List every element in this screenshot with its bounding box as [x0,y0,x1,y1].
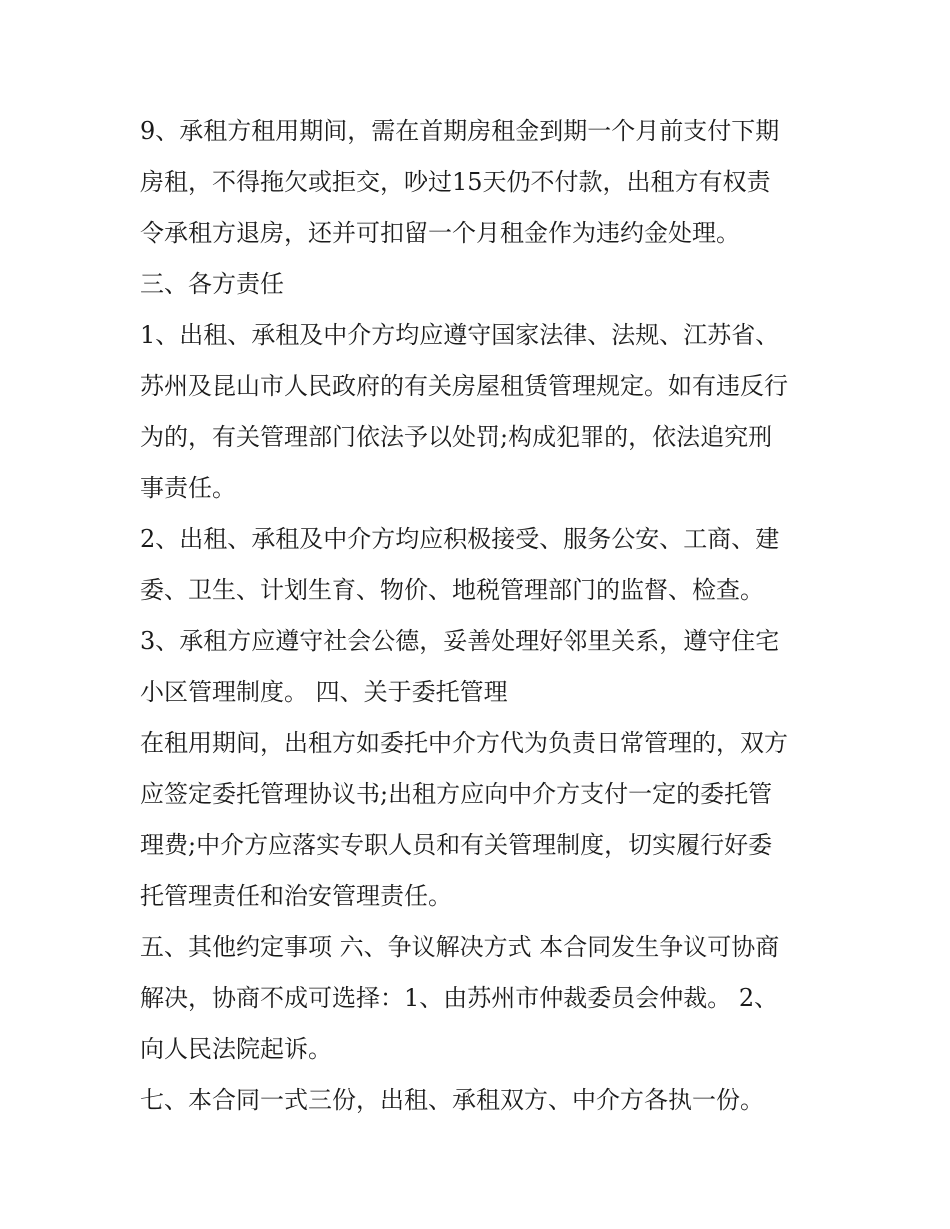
text-line: 房租，不得拖欠或拒交，吵过15天仍不付款，出租方有权责 [140,168,771,196]
text-line: 向人民法院起诉。 [140,1035,332,1063]
document-body [140,106,820,1126]
text-line: 小区管理制度。 四、关于委托管理 [140,678,508,706]
text-line: 为的，有关管理部门依法予以处罚;构成犯罪的，依法追究刑 [140,423,773,451]
text-line: 2、出租、承租及中介方均应积极接受、服务公安、工商、建 [140,525,780,553]
text-line: 1、出租、承租及中介方均应遵守国家法律、法规、江苏省、 [140,321,780,349]
text-line: 苏州及昆山市人民政府的有关房屋租赁管理规定。如有违反行 [140,372,788,400]
text-line: 在租用期间，出租方如委托中介方代为负责日常管理的，双方 [140,729,788,757]
text-line: 令承租方退房，还并可扣留一个月租金作为违约金处理。 [140,219,740,247]
text-line: 五、其他约定事项 六、争议解决方式 本合同发生争议可协商 [140,933,780,961]
text-line: 七、本合同一式三份，出租、承租双方、中介方各执一份。 [140,1086,764,1114]
text-line: 9、承租方租用期间，需在首期房租金到期一个月前支付下期 [140,117,780,145]
text-line: 应签定委托管理协议书;出租方应向中介方支付一定的委托管 [140,780,773,808]
text-line: 解决，协商不成可选择：1、由苏州市仲裁委员会仲裁。 2、 [140,984,779,1012]
text-line: 委、卫生、计划生育、物价、地税管理部门的监督、检查。 [140,576,764,604]
section-heading: 三、各方责任 [140,270,284,298]
text-line: 3、承租方应遵守社会公德，妥善处理好邻里关系，遵守住宅 [140,627,780,655]
text-line: 托管理责任和治安管理责任。 [140,882,452,910]
text-line: 事责任。 [140,474,236,502]
text-line: 理费;中介方应落实专职人员和有关管理制度，切实履行好委 [140,831,773,859]
